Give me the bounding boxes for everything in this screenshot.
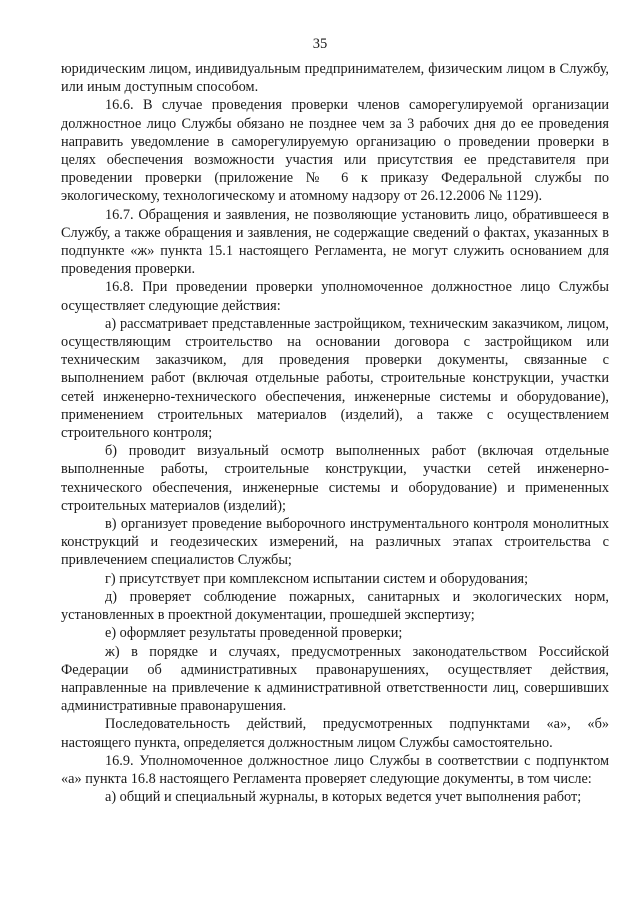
paragraph: Последовательность действий, предусмотренных подпунктами «а», «б» настоящего пункта, определяется должностным лицом Службы самостоятельно. <box>61 716 609 751</box>
page-number: 35 <box>312 36 328 52</box>
paragraph: юридическим лицом, индивидуальным предпринимателем, физическим лицом в Службу, или иным доступным способом. <box>61 61 609 96</box>
paragraph: 16.8. При проведении проверки уполномоченное должностное лицо Службы осуществляет следующие действия: <box>61 279 609 314</box>
paragraph: е) оформляет результаты проведенной проверки; <box>105 625 403 642</box>
paragraph: д) проверяет соблюдение пожарных, санитарных и экологических норм, установленных в проектной документации, прошедшей экспертизу; <box>61 588 609 624</box>
document-body <box>61 60 609 806</box>
paragraph: в) организует проведение выборочного инструментального контроля монолитных конструкций и геодезических измерений, на различных этапах строительства с привлечением специалистов Службы; <box>61 516 609 569</box>
paragraph: а) рассматривает представленные застройщиком, техническим заказчиком, лицом, осуществляющим строительство на основании договора с застройщиком или техническим заказчиком, для проведения проверки документы, связанные с выполнением работ (включая отдельные работы, строительные конструкции, участки сетей инженерно-технического обеспечения, инженерные системы и оборудование), применением строительных материалов (изделий), а также с осуществлением строительного контроля; <box>61 315 609 442</box>
paragraph: а) общий и специальный журналы, в которых ведется учет выполнения работ; <box>105 789 582 806</box>
paragraph: г) присутствует при комплексном испытании систем и оборудования; <box>105 570 529 587</box>
paragraph: 16.7. Обращения и заявления, не позволяющие установить лицо, обратившееся в Службу, а также обращения и заявления, не содержащие сведений о фактах, указанных в подпункте «ж» пункта 15.1 настоящего Регламента, не могут служить основанием для проведения проверки. <box>61 206 609 278</box>
paragraph: 16.9. Уполномоченное должностное лицо Службы в соответствии с подпунктом «а» пункта 16.8 настоящего Регламента проверяет следующие документы, в том числе: <box>61 752 609 787</box>
paragraph: ж) в порядке и случаях, предусмотренных законодательством Российской Федерации об административных правонарушениях, осуществляет действия, направленные на привлечение к административной ответственности лиц, совершивших административные правонарушения. <box>61 643 609 715</box>
paragraph: б) проводит визуальный осмотр выполненных работ (включая отдельные выполненные работы, строительные конструкции, участки сетей инженерно-технического обеспечения, инженерные системы и оборудование) и примененных строительных материалов (изделий); <box>61 443 609 514</box>
paragraph: 16.6. В случае проведения проверки членов саморегулируемой организации должностное лицо Службы обязано не позднее чем за 3 рабочих дня до ее проведения направить уведомление в саморегулируемую организацию о проведении проверки в целях обеспечения возможности участия или присутствия ее представителя при проведении проверки (приложение № 6 к приказу Федеральной службы по экологическому, технологическому и атомному надзору от 26.12.2006 № 1129). <box>61 97 609 205</box>
